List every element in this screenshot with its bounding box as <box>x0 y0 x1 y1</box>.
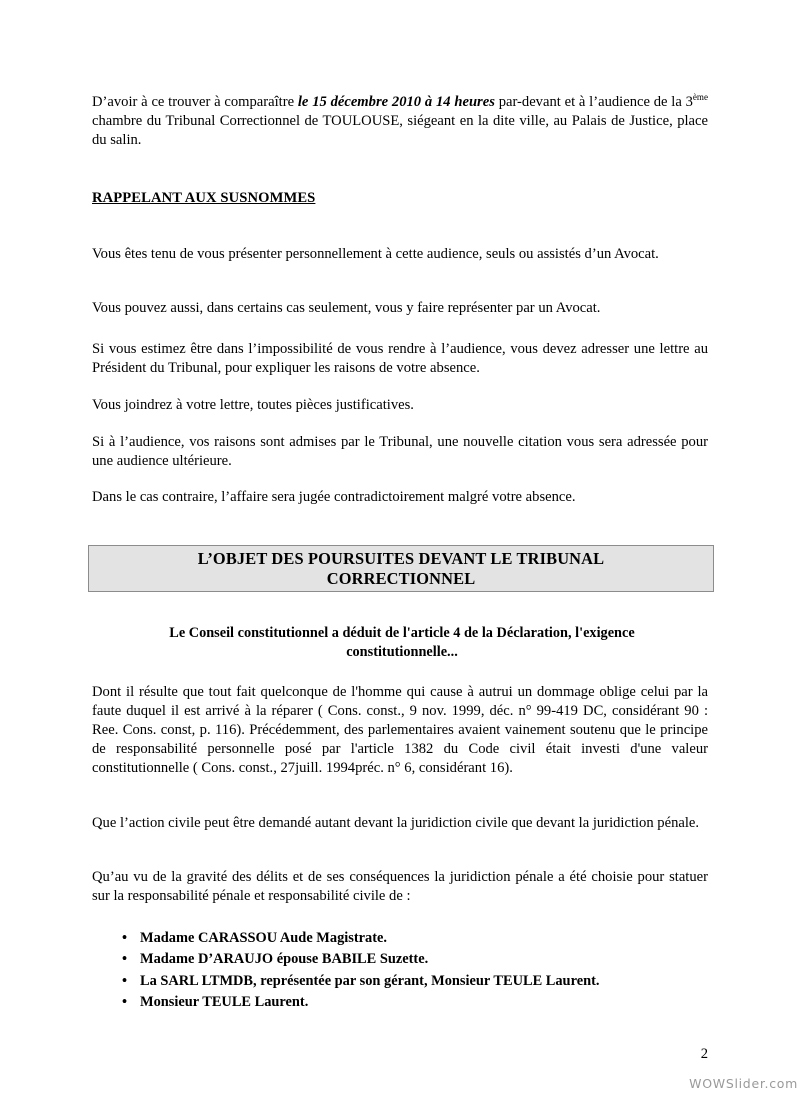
watermark: WOWSlider.com <box>689 1076 798 1091</box>
section-heading-rappelant: RAPPELANT AUX SUSNOMMES <box>92 190 316 206</box>
notice-paragraph-1: Vous êtes tenu de vous présenter personnellement à cette audience, seuls ou assistés d’un Avocat. <box>92 246 659 262</box>
bullet-icon: • <box>122 930 128 946</box>
bullet-icon: • <box>122 951 128 968</box>
body-paragraph-3: Qu’au vu de la gravité des délits et de ses conséquences la juridiction pénale a été choisie pour statuer sur la responsabilité pénale et responsabilité civile de : <box>92 869 708 904</box>
notice-paragraph-4: Vous joindrez à votre lettre, toutes pièces justificatives. <box>92 397 414 413</box>
title-box-text <box>89 549 713 588</box>
intro-text-after-date-2: chambre du Tribunal Correctionnel de TOULOUSE, siégeant en la dite ville, au Palais de Justice, place du salin. <box>92 112 708 148</box>
title-line-1: L’OBJET DES POURSUITES DEVANT LE TRIBUNAL <box>197 549 605 569</box>
party-name: La SARL LTMDB, représentée par son gérant, Monsieur TEULE Laurent. <box>140 972 600 989</box>
notice-paragraph-3: Si vous estimez être dans l’impossibilité de vous rendre à l’audience, vous devez adresser une lettre au Président du Tribunal, pour expliquer les raisons de votre absence. <box>92 341 708 376</box>
party-name: Madame CARASSOU Aude Magistrate. <box>140 930 388 946</box>
body-paragraph-2: Que l’action civile peut être demandé autant devant la juridiction civile que devant la juridiction pénale. <box>92 815 700 831</box>
ordinal-suffix: ème <box>692 92 708 103</box>
list-item <box>92 928 599 949</box>
intro-text-after-date-1: par-devant et à l’audience de la 3 <box>494 94 693 110</box>
list-item <box>92 949 599 970</box>
page-number: 2 <box>700 1046 708 1062</box>
list-item <box>92 992 599 1013</box>
notice-paragraph-6: Dans le cas contraire, l’affaire sera jugée contradictoirement malgré votre absence. <box>92 489 576 505</box>
bullet-icon: • <box>122 972 128 989</box>
parties-list <box>92 928 599 1014</box>
section-subtitle: Le Conseil constitutionnel a déduit de l'article 4 de la Déclaration, l'exigence constitutionnelle... <box>169 625 635 660</box>
list-item <box>92 971 599 992</box>
objet-des-poursuites-title-box <box>88 545 714 592</box>
bullet-icon: • <box>122 994 128 1011</box>
hearing-date-emphasis: le 15 décembre 2010 à 14 heures <box>297 94 495 110</box>
intro-text-before-date: D’avoir à ce trouver à comparaître <box>92 94 298 110</box>
party-name: Monsieur TEULE Laurent. <box>140 994 309 1011</box>
intro-paragraph <box>92 93 708 150</box>
notice-paragraph-2: Vous pouvez aussi, dans certains cas seulement, vous y faire représenter par un Avocat. <box>92 300 601 316</box>
party-name: Madame D’ARAUJO épouse BABILE Suzette. <box>140 951 429 968</box>
notice-paragraph-5: Si à l’audience, vos raisons sont admises par le Tribunal, une nouvelle citation vous sera adressée pour une audience ultérieure. <box>92 434 708 469</box>
title-line-2: CORRECTIONNEL <box>326 568 476 588</box>
body-paragraph-1: Dont il résulte que tout fait quelconque de l'homme qui cause à autrui un dommage oblige celui par la faute duquel il est arrivé à la réparer ( Cons. const., 9 nov. 1999, déc. n° 99-419 DC, considérant 90 : Ree. Cons. const, p. 116). Précédemment, des parlementaires avaient vainement soutenu que le principe de responsabilité personnelle posé par l'article 1382 du Code civil était investi d'une valeur constitutionnelle ( Cons. const., 27juill. 1994préc. n° 6, considérant 16). <box>92 684 708 776</box>
